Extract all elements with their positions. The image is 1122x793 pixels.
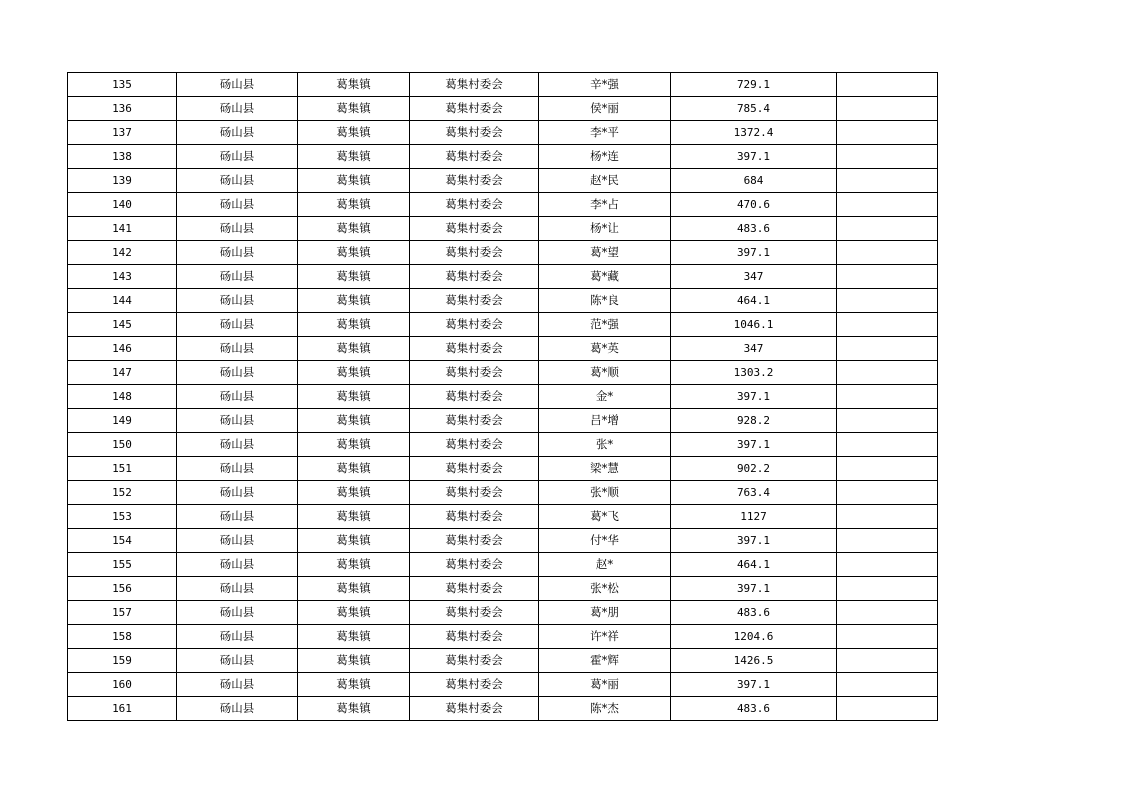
county-cell: 砀山县 xyxy=(177,385,298,409)
amount-cell: 397.1 xyxy=(671,577,837,601)
table-row xyxy=(68,457,938,481)
village-committee-cell: 葛集村委会 xyxy=(410,145,539,169)
row-number-cell: 144 xyxy=(68,289,177,313)
row-number-cell: 147 xyxy=(68,361,177,385)
remark-cell xyxy=(837,409,938,433)
table-row xyxy=(68,169,938,193)
remark-cell xyxy=(837,481,938,505)
row-number-cell: 137 xyxy=(68,121,177,145)
table-row xyxy=(68,385,938,409)
village-committee-cell: 葛集村委会 xyxy=(410,217,539,241)
town-cell: 葛集镇 xyxy=(298,73,410,97)
row-number-cell: 151 xyxy=(68,457,177,481)
town-cell: 葛集镇 xyxy=(298,217,410,241)
town-cell: 葛集镇 xyxy=(298,697,410,721)
remark-cell xyxy=(837,73,938,97)
county-cell: 砀山县 xyxy=(177,361,298,385)
amount-cell: 1204.6 xyxy=(671,625,837,649)
row-number-cell: 158 xyxy=(68,625,177,649)
amount-cell: 347 xyxy=(671,337,837,361)
village-committee-cell: 葛集村委会 xyxy=(410,601,539,625)
amount-cell: 483.6 xyxy=(671,601,837,625)
amount-cell: 347 xyxy=(671,265,837,289)
county-cell: 砀山县 xyxy=(177,649,298,673)
remark-cell xyxy=(837,337,938,361)
remark-cell xyxy=(837,313,938,337)
name-cell: 金* xyxy=(539,385,671,409)
row-number-cell: 140 xyxy=(68,193,177,217)
name-cell: 葛*丽 xyxy=(539,673,671,697)
county-cell: 砀山县 xyxy=(177,289,298,313)
row-number-cell: 146 xyxy=(68,337,177,361)
amount-cell: 483.6 xyxy=(671,697,837,721)
remark-cell xyxy=(837,433,938,457)
name-cell: 杨*让 xyxy=(539,217,671,241)
name-cell: 张*顺 xyxy=(539,481,671,505)
county-cell: 砀山县 xyxy=(177,121,298,145)
name-cell: 陈*良 xyxy=(539,289,671,313)
amount-cell: 464.1 xyxy=(671,289,837,313)
remark-cell xyxy=(837,697,938,721)
remark-cell xyxy=(837,217,938,241)
town-cell: 葛集镇 xyxy=(298,97,410,121)
village-committee-cell: 葛集村委会 xyxy=(410,193,539,217)
county-cell: 砀山县 xyxy=(177,409,298,433)
village-committee-cell: 葛集村委会 xyxy=(410,265,539,289)
county-cell: 砀山县 xyxy=(177,625,298,649)
remark-cell xyxy=(837,169,938,193)
amount-cell: 483.6 xyxy=(671,217,837,241)
county-cell: 砀山县 xyxy=(177,457,298,481)
table-row xyxy=(68,577,938,601)
name-cell: 张*松 xyxy=(539,577,671,601)
town-cell: 葛集镇 xyxy=(298,601,410,625)
table-row xyxy=(68,121,938,145)
remark-cell xyxy=(837,289,938,313)
remark-cell xyxy=(837,97,938,121)
county-cell: 砀山县 xyxy=(177,313,298,337)
row-number-cell: 149 xyxy=(68,409,177,433)
town-cell: 葛集镇 xyxy=(298,385,410,409)
amount-cell: 397.1 xyxy=(671,433,837,457)
name-cell: 葛*朋 xyxy=(539,601,671,625)
county-cell: 砀山县 xyxy=(177,553,298,577)
amount-cell: 902.2 xyxy=(671,457,837,481)
row-number-cell: 139 xyxy=(68,169,177,193)
county-cell: 砀山县 xyxy=(177,169,298,193)
table-row xyxy=(68,337,938,361)
name-cell: 霍*辉 xyxy=(539,649,671,673)
remark-cell xyxy=(837,145,938,169)
town-cell: 葛集镇 xyxy=(298,337,410,361)
amount-cell: 397.1 xyxy=(671,385,837,409)
name-cell: 张* xyxy=(539,433,671,457)
town-cell: 葛集镇 xyxy=(298,433,410,457)
town-cell: 葛集镇 xyxy=(298,529,410,553)
remark-cell xyxy=(837,193,938,217)
name-cell: 辛*强 xyxy=(539,73,671,97)
name-cell: 赵* xyxy=(539,553,671,577)
town-cell: 葛集镇 xyxy=(298,553,410,577)
name-cell: 葛*望 xyxy=(539,241,671,265)
row-number-cell: 154 xyxy=(68,529,177,553)
town-cell: 葛集镇 xyxy=(298,169,410,193)
name-cell: 范*强 xyxy=(539,313,671,337)
town-cell: 葛集镇 xyxy=(298,241,410,265)
remark-cell xyxy=(837,505,938,529)
amount-cell: 397.1 xyxy=(671,673,837,697)
remark-cell xyxy=(837,601,938,625)
name-cell: 陈*杰 xyxy=(539,697,671,721)
village-committee-cell: 葛集村委会 xyxy=(410,97,539,121)
county-cell: 砀山县 xyxy=(177,241,298,265)
table-row xyxy=(68,553,938,577)
amount-cell: 729.1 xyxy=(671,73,837,97)
row-number-cell: 136 xyxy=(68,97,177,121)
village-committee-cell: 葛集村委会 xyxy=(410,289,539,313)
table-row xyxy=(68,625,938,649)
table-body xyxy=(68,73,938,721)
table-row xyxy=(68,697,938,721)
county-cell: 砀山县 xyxy=(177,601,298,625)
village-committee-cell: 葛集村委会 xyxy=(410,577,539,601)
table-row xyxy=(68,481,938,505)
row-number-cell: 159 xyxy=(68,649,177,673)
name-cell: 李*占 xyxy=(539,193,671,217)
remark-cell xyxy=(837,457,938,481)
amount-cell: 1046.1 xyxy=(671,313,837,337)
data-table xyxy=(67,72,938,721)
amount-cell: 763.4 xyxy=(671,481,837,505)
amount-cell: 1426.5 xyxy=(671,649,837,673)
remark-cell xyxy=(837,673,938,697)
row-number-cell: 148 xyxy=(68,385,177,409)
county-cell: 砀山县 xyxy=(177,505,298,529)
table-row xyxy=(68,73,938,97)
village-committee-cell: 葛集村委会 xyxy=(410,361,539,385)
remark-cell xyxy=(837,529,938,553)
row-number-cell: 161 xyxy=(68,697,177,721)
county-cell: 砀山县 xyxy=(177,577,298,601)
row-number-cell: 135 xyxy=(68,73,177,97)
remark-cell xyxy=(837,361,938,385)
town-cell: 葛集镇 xyxy=(298,481,410,505)
table-row xyxy=(68,241,938,265)
table-row xyxy=(68,409,938,433)
row-number-cell: 160 xyxy=(68,673,177,697)
row-number-cell: 141 xyxy=(68,217,177,241)
name-cell: 杨*连 xyxy=(539,145,671,169)
county-cell: 砀山县 xyxy=(177,217,298,241)
remark-cell xyxy=(837,385,938,409)
town-cell: 葛集镇 xyxy=(298,649,410,673)
row-number-cell: 143 xyxy=(68,265,177,289)
remark-cell xyxy=(837,241,938,265)
county-cell: 砀山县 xyxy=(177,145,298,169)
village-committee-cell: 葛集村委会 xyxy=(410,409,539,433)
village-committee-cell: 葛集村委会 xyxy=(410,481,539,505)
town-cell: 葛集镇 xyxy=(298,121,410,145)
table-row xyxy=(68,145,938,169)
village-committee-cell: 葛集村委会 xyxy=(410,553,539,577)
amount-cell: 1303.2 xyxy=(671,361,837,385)
county-cell: 砀山县 xyxy=(177,673,298,697)
village-committee-cell: 葛集村委会 xyxy=(410,625,539,649)
remark-cell xyxy=(837,625,938,649)
village-committee-cell: 葛集村委会 xyxy=(410,649,539,673)
row-number-cell: 153 xyxy=(68,505,177,529)
row-number-cell: 157 xyxy=(68,601,177,625)
table-row xyxy=(68,361,938,385)
village-committee-cell: 葛集村委会 xyxy=(410,433,539,457)
village-committee-cell: 葛集村委会 xyxy=(410,529,539,553)
table-row xyxy=(68,217,938,241)
county-cell: 砀山县 xyxy=(177,73,298,97)
amount-cell: 785.4 xyxy=(671,97,837,121)
town-cell: 葛集镇 xyxy=(298,289,410,313)
name-cell: 付*华 xyxy=(539,529,671,553)
town-cell: 葛集镇 xyxy=(298,625,410,649)
village-committee-cell: 葛集村委会 xyxy=(410,313,539,337)
table-row xyxy=(68,97,938,121)
amount-cell: 397.1 xyxy=(671,145,837,169)
amount-cell: 470.6 xyxy=(671,193,837,217)
county-cell: 砀山县 xyxy=(177,697,298,721)
town-cell: 葛集镇 xyxy=(298,265,410,289)
county-cell: 砀山县 xyxy=(177,193,298,217)
county-cell: 砀山县 xyxy=(177,529,298,553)
amount-cell: 928.2 xyxy=(671,409,837,433)
village-committee-cell: 葛集村委会 xyxy=(410,505,539,529)
town-cell: 葛集镇 xyxy=(298,361,410,385)
county-cell: 砀山县 xyxy=(177,337,298,361)
name-cell: 葛*顺 xyxy=(539,361,671,385)
amount-cell: 464.1 xyxy=(671,553,837,577)
row-number-cell: 155 xyxy=(68,553,177,577)
village-committee-cell: 葛集村委会 xyxy=(410,241,539,265)
name-cell: 吕*增 xyxy=(539,409,671,433)
county-cell: 砀山县 xyxy=(177,433,298,457)
town-cell: 葛集镇 xyxy=(298,457,410,481)
name-cell: 葛*英 xyxy=(539,337,671,361)
row-number-cell: 138 xyxy=(68,145,177,169)
county-cell: 砀山县 xyxy=(177,97,298,121)
town-cell: 葛集镇 xyxy=(298,577,410,601)
table-row xyxy=(68,529,938,553)
town-cell: 葛集镇 xyxy=(298,505,410,529)
table-row xyxy=(68,649,938,673)
village-committee-cell: 葛集村委会 xyxy=(410,337,539,361)
village-committee-cell: 葛集村委会 xyxy=(410,73,539,97)
remark-cell xyxy=(837,577,938,601)
name-cell: 葛*藏 xyxy=(539,265,671,289)
town-cell: 葛集镇 xyxy=(298,145,410,169)
table-row xyxy=(68,265,938,289)
name-cell: 许*祥 xyxy=(539,625,671,649)
village-committee-cell: 葛集村委会 xyxy=(410,169,539,193)
row-number-cell: 156 xyxy=(68,577,177,601)
row-number-cell: 142 xyxy=(68,241,177,265)
name-cell: 赵*民 xyxy=(539,169,671,193)
amount-cell: 684 xyxy=(671,169,837,193)
town-cell: 葛集镇 xyxy=(298,313,410,337)
row-number-cell: 145 xyxy=(68,313,177,337)
amount-cell: 397.1 xyxy=(671,241,837,265)
table-row xyxy=(68,601,938,625)
town-cell: 葛集镇 xyxy=(298,673,410,697)
county-cell: 砀山县 xyxy=(177,265,298,289)
village-committee-cell: 葛集村委会 xyxy=(410,121,539,145)
row-number-cell: 152 xyxy=(68,481,177,505)
table-row xyxy=(68,193,938,217)
remark-cell xyxy=(837,553,938,577)
table-row xyxy=(68,433,938,457)
town-cell: 葛集镇 xyxy=(298,193,410,217)
remark-cell xyxy=(837,265,938,289)
table-row xyxy=(68,289,938,313)
row-number-cell: 150 xyxy=(68,433,177,457)
village-committee-cell: 葛集村委会 xyxy=(410,697,539,721)
table-row xyxy=(68,313,938,337)
name-cell: 梁*慧 xyxy=(539,457,671,481)
county-cell: 砀山县 xyxy=(177,481,298,505)
name-cell: 李*平 xyxy=(539,121,671,145)
table-row xyxy=(68,505,938,529)
village-committee-cell: 葛集村委会 xyxy=(410,385,539,409)
amount-cell: 1372.4 xyxy=(671,121,837,145)
name-cell: 葛*飞 xyxy=(539,505,671,529)
village-committee-cell: 葛集村委会 xyxy=(410,457,539,481)
remark-cell xyxy=(837,121,938,145)
table-row xyxy=(68,673,938,697)
name-cell: 侯*丽 xyxy=(539,97,671,121)
amount-cell: 397.1 xyxy=(671,529,837,553)
village-committee-cell: 葛集村委会 xyxy=(410,673,539,697)
town-cell: 葛集镇 xyxy=(298,409,410,433)
amount-cell: 1127 xyxy=(671,505,837,529)
remark-cell xyxy=(837,649,938,673)
